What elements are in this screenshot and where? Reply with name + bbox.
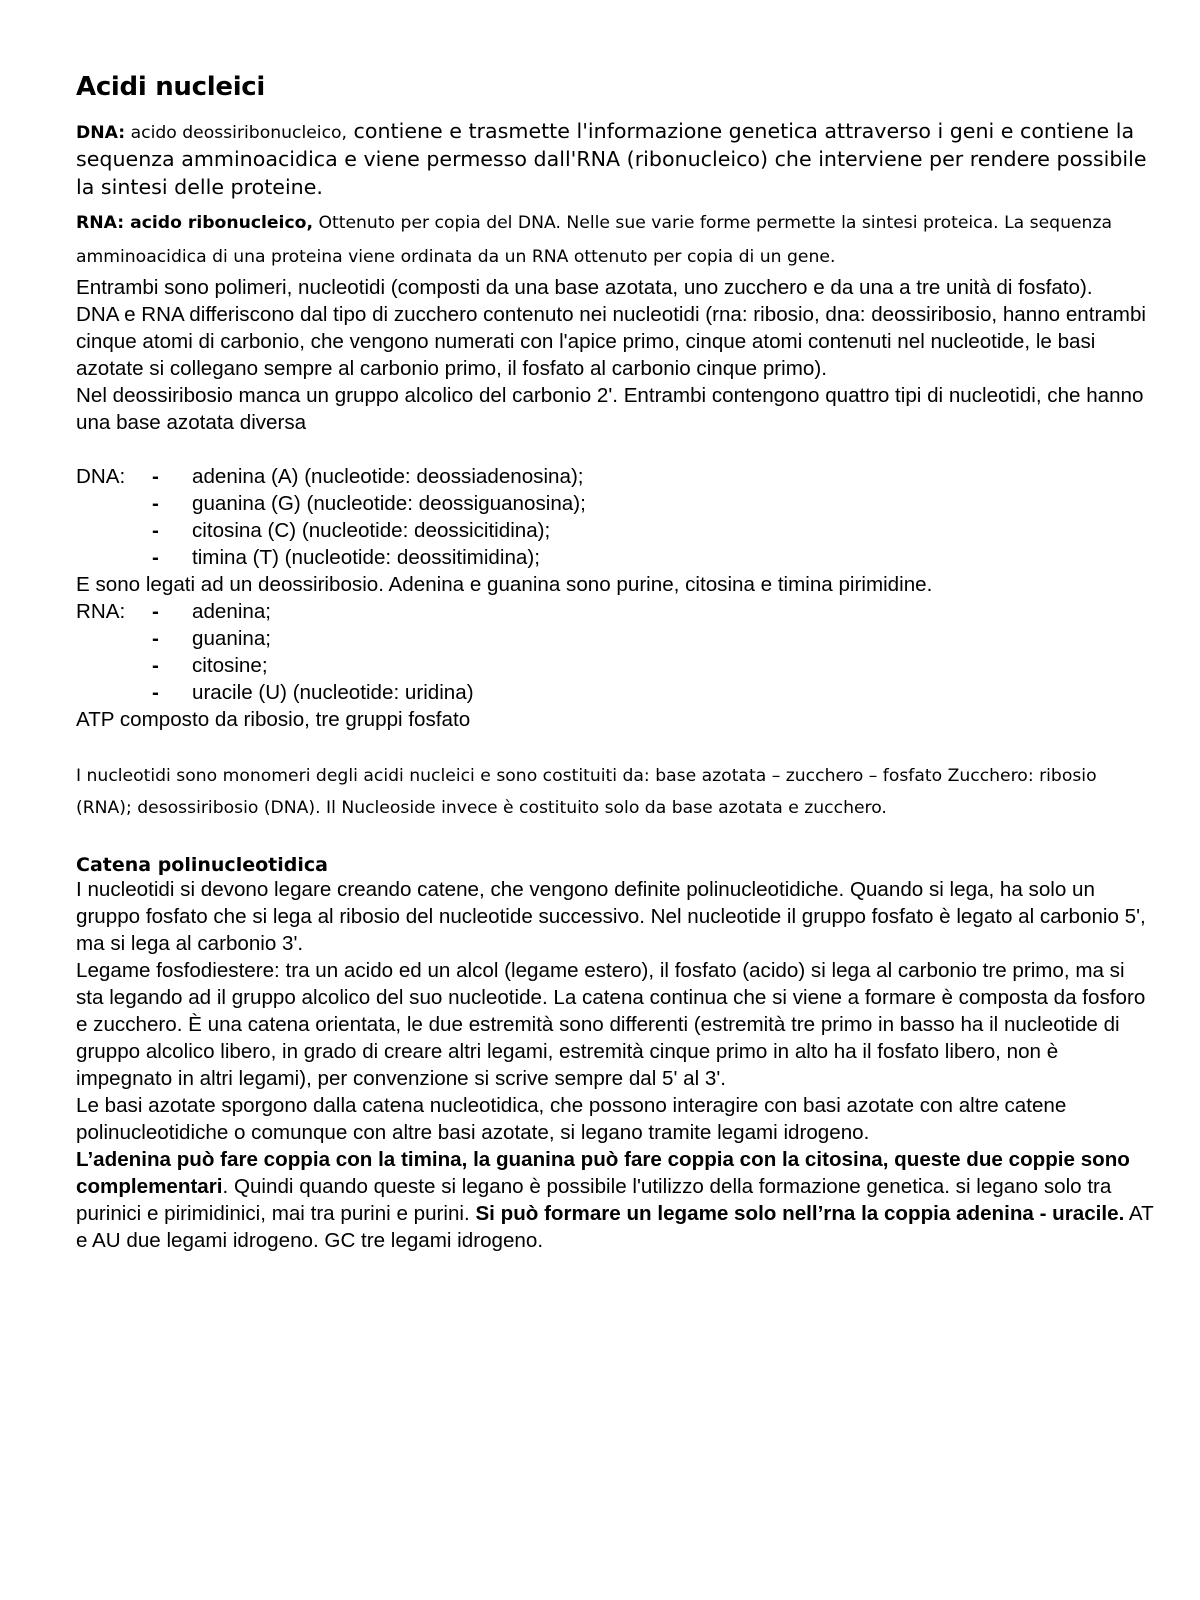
dna-lead: acido deossiribonucleico, (125, 123, 348, 143)
spacer (76, 824, 1156, 854)
paragraph-polymers: Entrambi sono polimeri, nucleotidi (composti da una base azotata, uno zucchero e da una a tre unità di fosfato). (76, 276, 1093, 299)
paragraph-sugar: DNA e RNA differiscono dal tipo di zucchero contenuto nei nucleotidi (rna: ribosio, dna: deossiribosio, hanno entrambi cinque atomi di carbonio, che vengono numerati con l'apice primo, cinque atomi contenuti nel nucleotide, le basi azotate si collegano sempre al carbonio primo, il fosfato al carbonio cinque primo). (76, 303, 1146, 380)
rna-list-label: RNA: (76, 600, 126, 623)
dash-bullet: - (152, 492, 159, 515)
dna-note: E sono legati ad un deossiribosio. Adenina e guanina sono purine, citosina e timina pirimidine. (76, 573, 933, 596)
chain-paragraph-3: Le basi azotate sporgono dalla catena nucleotidica, che possono interagire con basi azotate con altre catene polinucleotidiche o comunque con altre basi azotate, si legano tramite legami idrogeno. (76, 1094, 1067, 1144)
list-item-text: uracile (U) (nucleotide: uridina) (192, 681, 474, 704)
list-item (76, 598, 1156, 625)
list-item-text: guanina (G) (nucleotide: deossiguanosina); (192, 492, 586, 515)
rna-base-list (76, 598, 1156, 706)
list-item-text: guanina; (192, 627, 272, 650)
spacer (76, 733, 1156, 760)
chain-paragraph-1: I nucleotidi si devono legare creando catene, che vengono definite polinucleotidiche. Quando si lega, ha solo un gruppo fosfato che si lega al ribosio del nucleotide successivo. Nel nucleotide il gruppo fosfato è legato al carbonio 5', ma si lega al carbonio 3'. (76, 878, 1146, 955)
dna-list-label: DNA: (76, 465, 126, 488)
section-title-chain: Catena polinucleotidica (76, 854, 328, 876)
list-item-text: adenina (A) (nucleotide: deossiadenosina); (192, 465, 584, 488)
dash-bullet: - (152, 600, 159, 623)
monomers-paragraph: I nucleotidi sono monomeri degli acidi nucleici e sono costituiti da: base azotata – zucchero – fosfato Zucchero: ribosio (RNA); desossiribosio (DNA). Il Nucleoside invece è costituito solo da base azotata e zucchero. (76, 766, 1097, 818)
dash-bullet: - (152, 654, 159, 677)
dash-bullet: - (152, 681, 159, 704)
document-content (76, 72, 1156, 1254)
list-item (76, 652, 1156, 679)
rna-rest: Ottenuto per copia del DNA. Nelle sue varie forme permette la sintesi proteica. La sequenza amminoacidica di una proteina viene ordinata da un RNA ottenuto per copia di un gene. (76, 213, 1113, 267)
dna-base-list (76, 463, 1156, 571)
bold-rna-pair-text: Si può formare un legame solo nell’rna la coppia adenina - uracile. (475, 1202, 1125, 1225)
dna-label: DNA: (76, 123, 126, 143)
list-item (76, 463, 1156, 490)
atp-line: ATP composto da ribosio, tre gruppi fosfato (76, 708, 471, 731)
dna-definition (76, 118, 1156, 202)
list-item-text: timina (T) (nucleotide: deossitimidina); (192, 546, 540, 569)
list-item (76, 679, 1156, 706)
list-item-text: citosina (C) (nucleotide: deossicitidina); (192, 519, 551, 542)
hydrogen-bonds-text: AT e AU due legami idrogeno. GC tre legami idrogeno. (76, 1202, 1154, 1252)
dash-bullet: - (152, 519, 159, 542)
dash-bullet: - (152, 465, 159, 488)
list-item (76, 490, 1156, 517)
spacer (76, 436, 1156, 463)
dash-bullet: - (152, 627, 159, 650)
rna-label: RNA: acido ribonucleico, (76, 213, 313, 233)
pairs-text: . Quindi quando queste si legano è possibile l'utilizzo della formazione genetica. si legano solo tra purinici e pirimidinici, mai tra purini e purini. (76, 1175, 1112, 1225)
chain-paragraph-4 (76, 1146, 1156, 1254)
bold-pairs-text: L’adenina può fare coppia con la timina, la guanina può fare coppia con la citosina, queste due coppie sono complementari (76, 1148, 1130, 1198)
rna-definition (76, 206, 1156, 274)
list-item-text: adenina; (192, 600, 272, 623)
paragraph-deoxy: Nel deossiribosio manca un gruppo alcolico del carbonio 2'. Entrambi contengono quattro tipi di nucleotidi, che hanno una base azotata diversa (76, 384, 1144, 434)
page-title: Acidi nucleici (76, 72, 266, 102)
list-item (76, 544, 1156, 571)
dna-rest: contiene e trasmette l'informazione genetica attraverso i geni e contiene la sequenza amminoacidica e viene permesso dall'RNA (ribonucleico) che interviene per rendere possibile la sintesi delle proteine. (76, 119, 1147, 199)
list-item (76, 625, 1156, 652)
dash-bullet: - (152, 546, 159, 569)
chain-paragraph-2: Legame fosfodiestere: tra un acido ed un alcol (legame estero), il fosfato (acido) si lega al carbonio tre primo, ma si sta legando ad il gruppo alcolico del suo nucleotide. La catena continua che si viene a formare è composta da fosforo e zucchero. È una catena orientata, le due estremità sono differenti (estremità tre primo in basso ha il nucleotide di gruppo alcolico libero, in grado di creare altri legami, estremità cinque primo in alto ha il fosfato libero, non è impegnato in altri legami), per convenzione si scrive sempre dal 5' al 3'. (76, 959, 1146, 1090)
list-item (76, 517, 1156, 544)
list-item-text: citosine; (192, 654, 268, 677)
